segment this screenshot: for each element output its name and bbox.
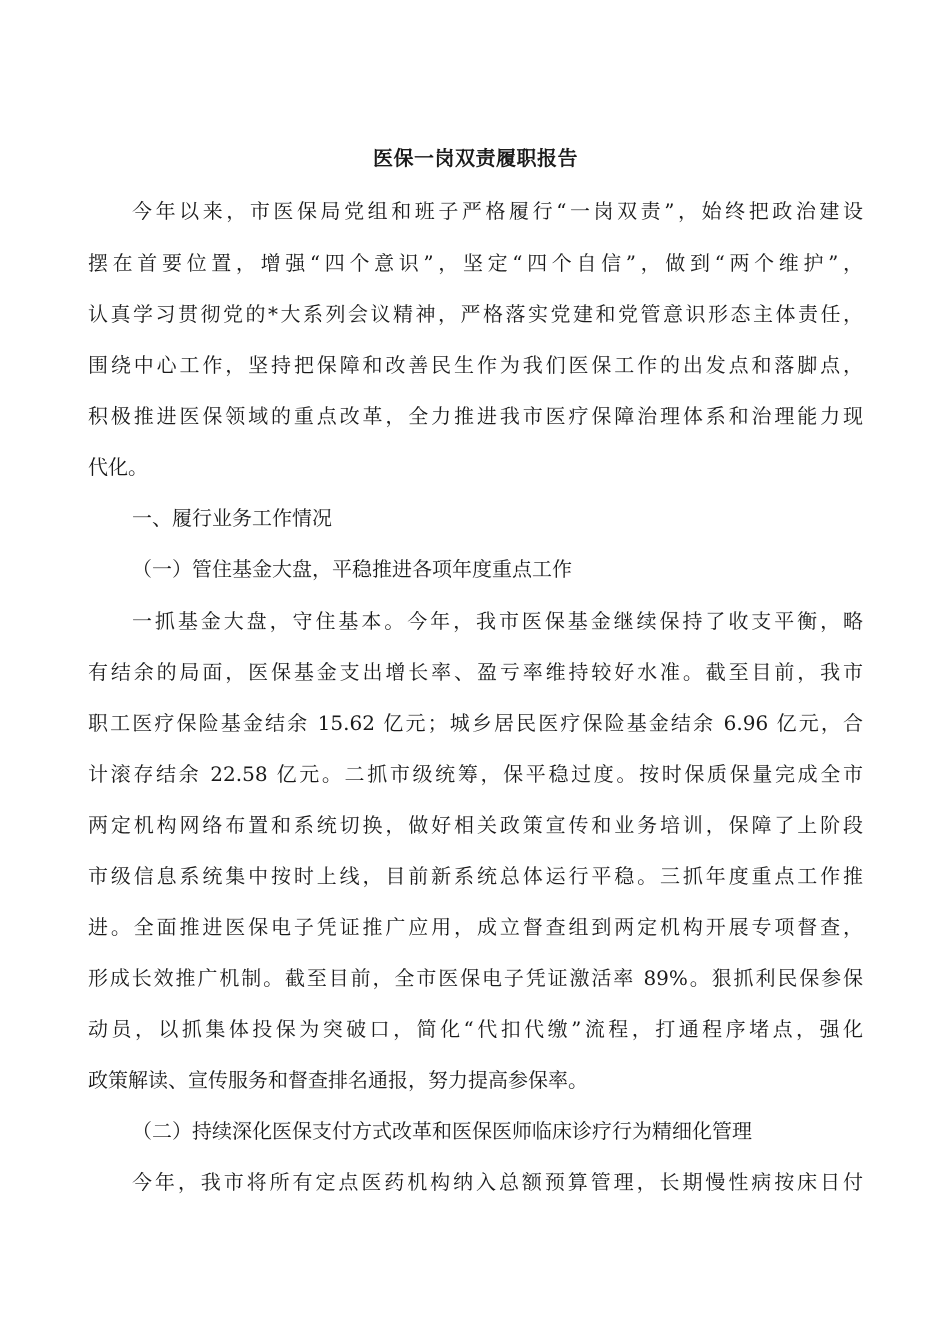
paragraph-line: 政策解读、宣传服务和督查排名通报，努力提高参保率。 [88, 1068, 588, 1092]
subsection-heading: （一）管住基金大盘，平稳推进各项年度重点工作 [132, 557, 572, 581]
paragraph-line: 有结余的局面，医保基金支出增长率、盈亏率维持较好水准。截至目前，我市 [88, 660, 863, 684]
paragraph-line: 动员，以抓集体投保为突破口，简化“代扣代缴”流程，打通程序堵点，强化 [88, 1017, 863, 1041]
paragraph-line: 摆在首要位置，增强“四个意识”，坚定“四个自信”，做到“两个维护”， [88, 251, 863, 275]
paragraph-line: 职工医疗保险基金结余 15.62 亿元；城乡居民医疗保险基金结余 6.96 亿元，合 [88, 711, 863, 735]
document-title: 医保一岗双责履职报告 [373, 146, 578, 170]
subsection-heading: （二）持续深化医保支付方式改革和医保医师临床诊疗行为精细化管理 [132, 1119, 752, 1143]
paragraph-line: 今年，我市将所有定点医药机构纳入总额预算管理，长期慢性病按床日付 [132, 1170, 863, 1194]
section-heading: 一、履行业务工作情况 [132, 506, 332, 530]
paragraph-line: 围绕中心工作，坚持把保障和改善民生作为我们医保工作的出发点和落脚点， [88, 353, 863, 377]
paragraph-line: 进。全面推进医保电子凭证推广应用，成立督查组到两定机构开展专项督查， [88, 915, 863, 939]
paragraph-line: 今年以来，市医保局党组和班子严格履行“一岗双责”，始终把政治建设 [132, 199, 863, 223]
paragraph-line: 积极推进医保领域的重点改革，全力推进我市医疗保障治理体系和治理能力现 [88, 404, 863, 428]
paragraph-line: 形成长效推广机制。截至目前，全市医保电子凭证激活率 89%。狠抓利民保参保 [88, 966, 863, 990]
paragraph-line: 一抓基金大盘，守住基本。今年，我市医保基金继续保持了收支平衡，略 [132, 609, 863, 633]
paragraph-line: 市级信息系统集中按时上线，目前新系统总体运行平稳。三抓年度重点工作推 [88, 864, 863, 888]
paragraph-line: 代化。 [88, 455, 148, 479]
paragraph-line: 认真学习贯彻党的*大系列会议精神，严格落实党建和党管意识形态主体责任， [88, 302, 863, 326]
paragraph-line: 计滚存结余 22.58 亿元。二抓市级统筹，保平稳过度。按时保质保量完成全市 [88, 762, 863, 786]
paragraph-line: 两定机构网络布置和系统切换，做好相关政策宣传和业务培训，保障了上阶段 [88, 813, 863, 837]
